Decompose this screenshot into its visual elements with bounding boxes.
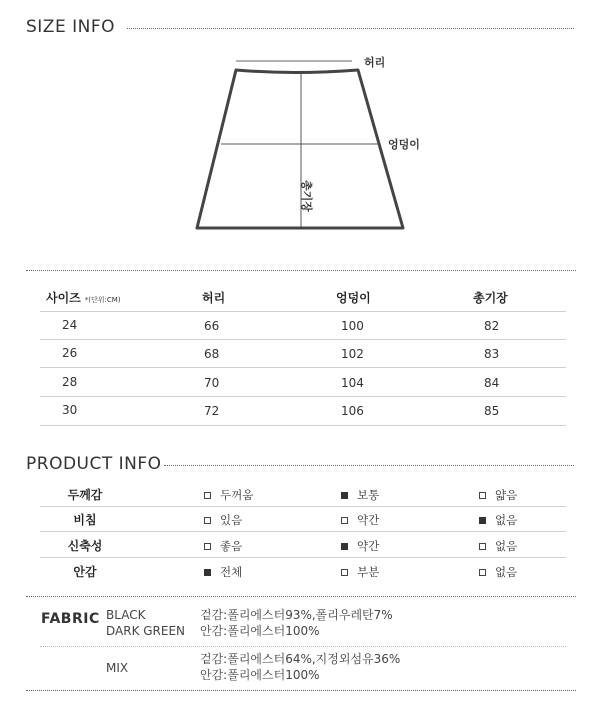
hip-cell: 106 (341, 404, 364, 418)
option (341, 512, 379, 528)
fabric-composition (200, 607, 393, 639)
length-cell: 82 (484, 319, 500, 333)
option-text: 없음 (495, 539, 518, 553)
size-cell: 28 (62, 375, 78, 389)
option (479, 564, 517, 580)
waist-cell: 72 (204, 404, 220, 418)
row-divider (40, 311, 566, 312)
option-text: 얇음 (495, 488, 518, 502)
unchecked-box-icon (479, 492, 486, 499)
option (479, 512, 517, 528)
option (204, 538, 242, 554)
fabric-composition (200, 651, 400, 683)
option (341, 538, 379, 554)
fabric-line: 겉감:폴리에스터93%,폴리우레탄7% (200, 608, 393, 622)
option-text: 두꺼움 (220, 488, 254, 502)
size-cell: 30 (62, 403, 78, 417)
option (341, 564, 379, 580)
option-text: 약간 (357, 539, 380, 553)
waist-cell: 68 (204, 347, 220, 361)
fabric-top-divider (26, 596, 576, 597)
option-text: 없음 (495, 565, 518, 579)
size-cell: 26 (62, 346, 78, 360)
size-info-divider (127, 28, 574, 29)
waist-cell: 70 (204, 376, 220, 390)
option (204, 564, 242, 580)
fabric-line: 안감:폴리에스터100% (200, 624, 320, 638)
fabric-colors (106, 660, 128, 676)
option (479, 538, 517, 554)
sheerness-label: 비침 (73, 513, 97, 527)
row-divider (40, 367, 566, 368)
fabric-bottom-divider (26, 690, 576, 691)
fabric-colors (106, 607, 185, 639)
length-label: 총기장 (300, 180, 313, 212)
thickness-label: 두께감 (67, 488, 103, 502)
waist-header: 허리 (202, 291, 226, 305)
fabric-line: 겉감:폴리에스터64%,지정외섬유36% (200, 652, 401, 666)
length-cell: 85 (484, 404, 500, 418)
waist-cell: 66 (204, 319, 220, 333)
option-text: 약간 (357, 513, 380, 527)
size-info-title: SIZE INFO (26, 17, 115, 37)
lining-label: 안감 (73, 565, 97, 579)
row-divider (40, 506, 566, 507)
hip-cell: 102 (341, 347, 364, 361)
fabric-mid-divider (40, 646, 566, 647)
fabric-title: FABRIC (41, 611, 100, 627)
unchecked-box-icon (204, 517, 211, 524)
row-divider (40, 425, 566, 426)
option (479, 487, 517, 503)
unchecked-box-icon (204, 543, 211, 550)
unit-note: *(단위:CM) (84, 296, 121, 304)
size-header (46, 289, 121, 306)
option-text: 부분 (357, 565, 380, 579)
option (204, 512, 242, 528)
unchecked-box-icon (341, 517, 348, 524)
hip-label: 엉덩이 (388, 138, 420, 151)
size-cell: 24 (62, 318, 78, 332)
fabric-color: DARK GREEN (106, 624, 186, 638)
fabric-line: 안감:폴리에스터100% (200, 668, 320, 682)
stretch-label: 신축성 (67, 539, 103, 553)
length-header: 총기장 (473, 291, 508, 305)
fabric-color: MIX (106, 661, 129, 675)
checked-box-icon (341, 543, 348, 550)
option-text: 없음 (495, 513, 518, 527)
size-header-label: 사이즈 (46, 291, 81, 305)
option (204, 487, 253, 503)
fabric-color: BLACK (106, 608, 146, 622)
row-divider (40, 531, 566, 532)
length-cell: 84 (484, 376, 500, 390)
size-table-top-divider (26, 270, 576, 271)
option-text: 보통 (357, 488, 380, 502)
hip-header: 엉덩이 (336, 291, 371, 305)
option-text: 있음 (220, 513, 243, 527)
unchecked-box-icon (479, 543, 486, 550)
option (341, 487, 379, 503)
waist-label: 허리 (364, 56, 386, 69)
unchecked-box-icon (479, 569, 486, 576)
unchecked-box-icon (341, 569, 348, 576)
option-text: 좋음 (220, 539, 243, 553)
row-divider (40, 396, 566, 397)
hip-cell: 104 (341, 376, 364, 390)
hip-cell: 100 (341, 319, 364, 333)
checked-box-icon (204, 569, 211, 576)
unchecked-box-icon (204, 492, 211, 499)
row-divider (40, 557, 566, 558)
checked-box-icon (341, 492, 348, 499)
product-info-title: PRODUCT INFO (26, 454, 162, 474)
row-divider (40, 339, 566, 340)
product-info-divider (164, 465, 574, 466)
option-text: 전체 (220, 565, 243, 579)
length-cell: 83 (484, 347, 500, 361)
checked-box-icon (479, 517, 486, 524)
